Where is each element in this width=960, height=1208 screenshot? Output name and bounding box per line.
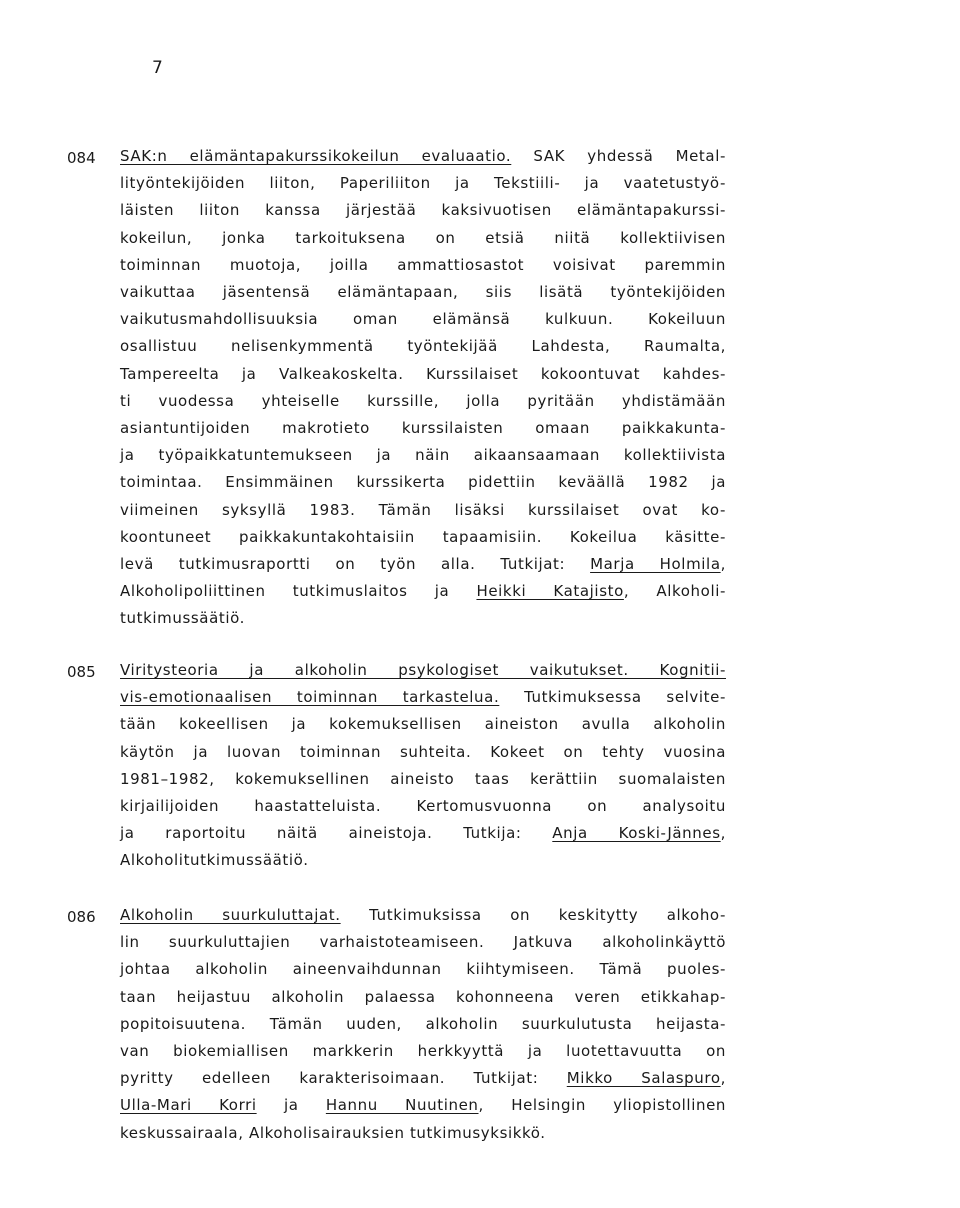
- text-line: [120, 390, 726, 412]
- text-line: [120, 713, 726, 735]
- text-line: [120, 199, 726, 221]
- text-line: [120, 417, 726, 439]
- text-segment: toimintaa. Ensimmäinen kurssikerta pidettiin keväällä 1982 ja: [120, 473, 726, 492]
- text-segment: vaikuttaa jäsentensä elämäntapaan, siis lisätä työntekijöiden: [120, 283, 726, 301]
- text-segment: asiantuntijoiden makrotieto kurssilaisten omaan paikkakunta-: [120, 419, 726, 437]
- page-number: 7: [152, 58, 163, 78]
- text-line: [120, 849, 726, 871]
- text-segment: kokeilun, jonka tarkoituksena on etsiä niitä kollektiivisen: [120, 228, 726, 247]
- text-segment: popitoisuutena. Tämän uuden, alkoholin suurkulutusta heijasta-: [120, 1014, 726, 1033]
- text-segment: Alkoholipoliittinen tutkimuslaitos ja: [120, 582, 477, 601]
- text-segment: Alkoholitutkimussäätiö.: [120, 851, 309, 870]
- text-segment: vaikutusmahdollisuuksia oman elämänsä kulkuun. Kokeiluun: [120, 310, 726, 329]
- underlined-text: Anja Koski-Jännes: [552, 824, 721, 843]
- text-line: [120, 1040, 726, 1062]
- text-segment: taan heijastuu alkoholin palaessa kohonneena veren etikkahap-: [120, 987, 726, 1006]
- text-segment: pyritty edelleen karakterisoimaan. Tutkijat:: [120, 1069, 567, 1088]
- text-segment: viimeinen syksyllä 1983. Tämän lisäksi kurssilaiset ovat ko-: [120, 500, 726, 519]
- entry-number: 086: [67, 908, 96, 926]
- text-line: [120, 145, 726, 167]
- text-segment: ja: [256, 1096, 326, 1115]
- text-segment: Tutkimuksessa selvite-: [499, 688, 726, 707]
- text-segment: tään kokeellisen ja kokemuksellisen aineiston avulla alkoholin: [120, 715, 726, 734]
- text-line: [120, 227, 726, 249]
- text-line: [120, 822, 726, 844]
- text-line: [120, 741, 726, 763]
- text-line: [120, 958, 726, 980]
- text-segment: ,: [720, 1069, 726, 1088]
- text-line: [120, 499, 726, 521]
- text-line: [120, 471, 726, 493]
- text-line: [120, 1094, 726, 1116]
- text-segment: ja raportoitu näitä aineistoja. Tutkija:: [120, 824, 553, 843]
- underlined-text: Marja Holmila: [590, 555, 721, 573]
- text-segment: keskussairaala, Alkoholisairauksien tutkimusyksikkö.: [120, 1123, 546, 1142]
- underlined-text: Hannu Nuutinen: [325, 1096, 479, 1115]
- text-segment: johtaa alkoholin aineenvaihdunnan kiihtymiseen. Tämä puoles-: [120, 960, 726, 979]
- entry-number: 085: [67, 663, 96, 681]
- underlined-text: Alkoholin suurkuluttajat.: [120, 906, 341, 924]
- text-line: [120, 580, 726, 602]
- text-segment: läisten liiton kanssa järjestää kaksivuotisen elämäntapakurssi-: [120, 201, 726, 220]
- text-segment: lin suurkuluttajien varhaistoteamiseen. Jatkuva alkoholinkäyttö: [120, 933, 726, 952]
- text-line: [120, 795, 726, 817]
- text-segment: Tutkimuksissa on keskitytty alkoho-: [340, 906, 727, 924]
- text-segment: lityöntekijöiden liiton, Paperiliiton ja Tekstiili- ja vaatetustyö-: [120, 174, 726, 193]
- text-segment: ,: [720, 555, 726, 573]
- underlined-text: Heikki Katajisto: [476, 582, 624, 601]
- text-line: [120, 444, 726, 466]
- text-segment: osallistuu nelisenkymmentä työntekijää Lahdesta, Raumalta,: [120, 337, 726, 356]
- underlined-text: Mikko Salaspuro: [566, 1069, 721, 1088]
- text-segment: tutkimussäätiö.: [120, 609, 245, 628]
- text-line: [120, 686, 726, 708]
- text-segment: käytön ja luovan toiminnan suhteita. Kokeet on tehty vuosina: [120, 742, 726, 761]
- text-line: [120, 1122, 726, 1144]
- text-line: [120, 659, 726, 681]
- text-line: [120, 172, 726, 194]
- text-segment: toiminnan muotoja, joilla ammattiosastot voisivat paremmin: [120, 255, 726, 274]
- text-segment: kirjailijoiden haastatteluista. Kertomusvuonna on analysoitu: [120, 797, 726, 815]
- text-line: [120, 335, 726, 357]
- text-line: [120, 768, 726, 790]
- text-segment: ti vuodessa yhteiselle kurssille, jolla pyritään yhdistämään: [120, 391, 726, 410]
- text-segment: 1981–1982, kokemuksellinen aineisto taas kerättiin suomalaisten: [120, 769, 726, 788]
- text-line: [120, 931, 726, 953]
- text-line: [120, 526, 726, 548]
- text-line: [120, 308, 726, 330]
- underlined-text: Viritysteoria ja alkoholin psykologiset vaikutukset. Kognitii-: [120, 661, 726, 679]
- text-line: [120, 904, 726, 926]
- text-segment: SAK yhdessä Metal-: [511, 147, 726, 165]
- text-segment: levä tutkimusraportti on työn alla. Tutkijat:: [120, 555, 591, 573]
- text-line: [120, 1013, 726, 1035]
- text-segment: ja työpaikkatuntemukseen ja näin aikaansaamaan kollektiivista: [120, 446, 726, 465]
- text-segment: van biokemiallisen markkerin herkkyyttä ja luotettavuutta on: [120, 1042, 726, 1060]
- entry-number: 084: [67, 149, 96, 167]
- text-line: [120, 281, 726, 303]
- underlined-text: Ulla-Mari Korri: [120, 1096, 257, 1115]
- text-line: [120, 254, 726, 276]
- text-line: [120, 607, 726, 629]
- text-line: [120, 986, 726, 1008]
- text-segment: , Helsingin yliopistollinen: [478, 1096, 727, 1115]
- text-segment: Tampereelta ja Valkeakoskelta. Kurssilaiset kokoontuvat kahdes-: [120, 364, 726, 383]
- text-line: [120, 553, 726, 575]
- underlined-text: SAK:n elämäntapakurssikokeilun evaluaatio.: [120, 147, 512, 165]
- text-line: [120, 363, 726, 385]
- text-segment: ,: [720, 824, 727, 843]
- underlined-text: vis-emotionaalisen toiminnan tarkastelua.: [120, 688, 500, 707]
- text-segment: , Alkoholi-: [623, 582, 726, 601]
- text-line: [120, 1067, 726, 1089]
- text-segment: koontuneet paikkakuntakohtaisiin tapaamisiin. Kokeilua käsitte-: [120, 527, 726, 546]
